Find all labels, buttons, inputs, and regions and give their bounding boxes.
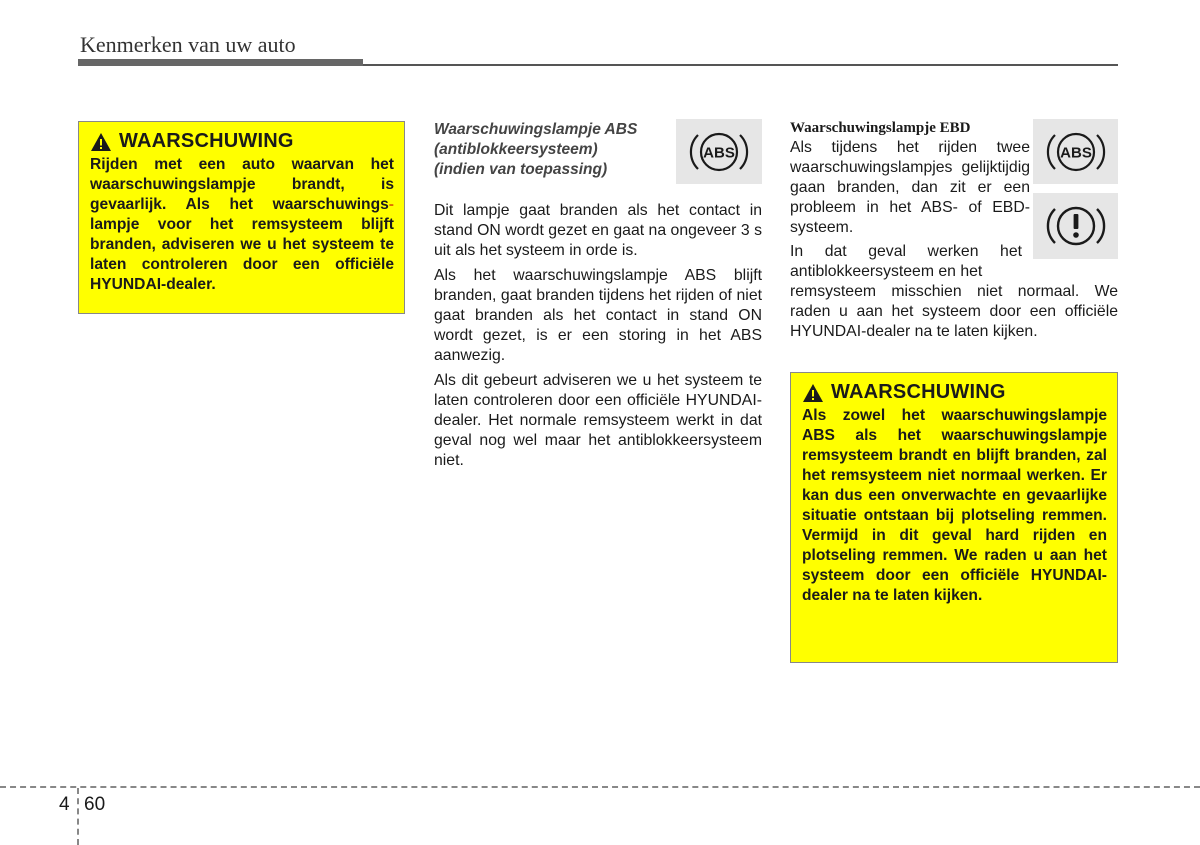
warning-title-left xyxy=(90,130,394,153)
brake-warning-icon xyxy=(1041,198,1111,254)
warning-text-left-part-a: Rijden met een auto waarvan het waarschuwingslampje brandt, is gevaarlijk. Als het waarschuwings xyxy=(90,156,394,213)
abs-warning-icon xyxy=(1041,125,1111,179)
page-header-title: Kenmerken van uw auto xyxy=(80,32,296,57)
abs-paragraph-3: Als dit gebeurt adviseren we u het systeem te laten controleren door een officiële HYUNDAI-dealer. Het normale remsysteem werkt in dat geval nog wel maar het antiblokkeersysteem niet. xyxy=(434,372,762,469)
ebd-paragraph-1: Als tijdens het rijden twee waarschuwingslampjes gelijktijdig gaan branden, dan zit er een probleem in het ABS- of EBD-systeem. xyxy=(790,139,1030,236)
abs-icon-label: ABS xyxy=(703,144,735,161)
ebd-paragraph-2a: In dat geval werken het antiblokkeersysteem en het xyxy=(790,243,1022,280)
ebd-abs-icon-label: ABS xyxy=(1059,144,1092,161)
warning-triangle-icon xyxy=(802,383,824,403)
warning-hyphen: - xyxy=(388,196,394,213)
warning-text-left xyxy=(90,155,394,295)
abs-paragraph-1: Dit lampje gaat branden als het contact in stand ON wordt gezet en gaat na ongeveer 3 s uit als het systeem in orde is. xyxy=(434,202,762,259)
warning-title-text-left: WAARSCHUWING xyxy=(119,130,294,152)
warning-box-right xyxy=(790,372,1118,663)
footer-dashed-rule xyxy=(0,786,1200,788)
abs-heading-line-1: Waarschuwingslampje ABS xyxy=(434,121,638,138)
brake-icon-tile xyxy=(1033,193,1118,259)
abs-icon-tile xyxy=(676,119,762,184)
warning-title-text-right: WAARSCHUWING xyxy=(831,381,1006,403)
warning-text-right: Als zowel het waarschuwingslampje ABS als het waarschuwingslampje remsysteem brandt en blijft branden, zal het remsysteem niet normaal werken. Er kan dus een onverwachte en gevaarlijke situatie ontstaan bij plotseling remmen. Vermijd in dit geval hard rijden en plotseling remmen. We raden u aan het systeem door een officiële HYUNDAI-dealer na te laten kijken. xyxy=(802,407,1107,604)
ebd-paragraph-2b: remsysteem misschien niet normaal. We raden u aan het systeem door een officiële HYUNDAI-dealer na te laten kijken. xyxy=(790,283,1118,340)
ebd-heading: Waarschuwingslampje EBD xyxy=(790,120,971,136)
header-rule-thin xyxy=(363,64,1118,66)
abs-paragraph-2: Als het waarschuwingslampje ABS blijft branden, gaat branden tijdens het rijden of niet gaat branden als het contact in stand ON wordt gezet, is er een storing in het ABS aanwezig. xyxy=(434,267,762,364)
abs-heading-line-2: (antiblokkeersysteem) xyxy=(434,141,598,158)
chapter-number: 4 xyxy=(59,794,70,815)
footer-dashed-divider xyxy=(77,788,79,845)
warning-box-left xyxy=(78,121,405,314)
abs-heading-line-3: (indien van toepassing) xyxy=(434,161,608,178)
warning-text-left-part-b: lampje voor het remsysteem blijft branden, adviseren we u het systeem te laten controleren door een officiële HYUNDAI-dealer. xyxy=(90,216,394,293)
header-rule-thick xyxy=(78,59,363,66)
abs-warning-icon xyxy=(684,125,754,179)
warning-title-right xyxy=(802,381,1107,404)
page-number: 60 xyxy=(84,794,106,815)
warning-triangle-icon xyxy=(90,132,112,152)
ebd-abs-icon-tile xyxy=(1033,119,1118,184)
